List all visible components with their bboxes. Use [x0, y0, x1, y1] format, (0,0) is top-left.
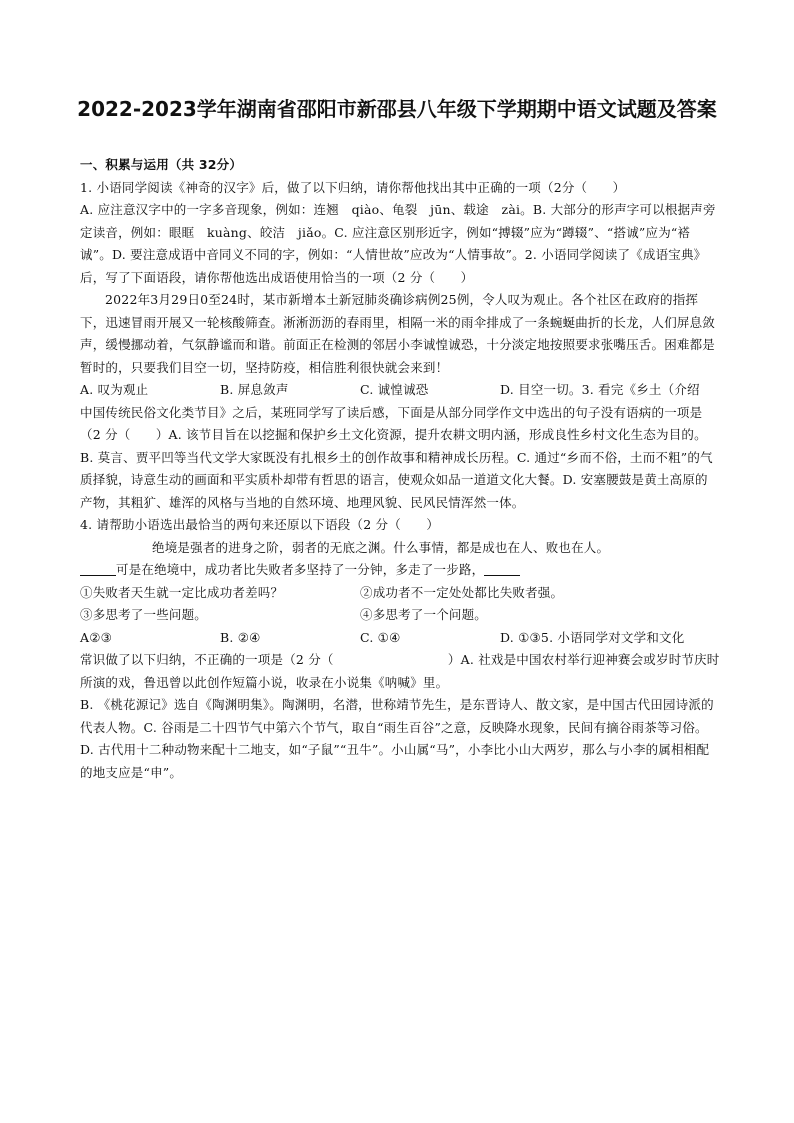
- option-a: A. 叹为观止: [80, 382, 149, 397]
- section-heading: 一、积累与运用（共 32分）: [80, 157, 243, 172]
- question-4-quote: 绝境是强者的进身之阶，弱者的无底之渊。什么事情，都是成也在人、败也在人。: [152, 539, 610, 555]
- option-d: D. 目空一切。3. 看完《乡土（介绍: [500, 382, 700, 397]
- question-4-options: [80, 627, 720, 650]
- question-5-option-d: D. 古代用十二种动物来配十二地支，如“子鼠”“丑牛”。小山属“马”，小李比小山大两岁，那么与小李的属相相配的地支应是“申”。: [80, 742, 710, 780]
- choice-1: ①失败者天生就一定比成功者差吗？: [80, 584, 284, 600]
- option-c: C. 诚惶诚恐: [360, 382, 429, 397]
- question-4-choices: [80, 604, 720, 627]
- question-2-options: [80, 379, 720, 402]
- option-b: B. 屏息敛声: [220, 382, 289, 397]
- option-a: A②③: [80, 629, 113, 645]
- question-3-text: 中国传统民俗文化类节目》之后，某班同学写了读后感，下面是从部分同学作文中选出的句子没有语病的一项是（2 分（ ）A. 该节目旨在以挖掘和保护乡土文化资源，提升农耕文明内涵，形成良性乡村文化生态为目的。B. 莫言、贾平凹等当代文学大家既没有扎根乡土的创作故事和精神成长历程。C. 通过“乡而不俗，土而不粗”的气质择貌，诗意生动的画面和平实质朴却带有哲思的语言，使观众如品一道道文化大餐。D. 安塞腰鼓是黄土高原的产物，其粗犷、雄浑的风格与当地的自然环境、地理风貌、民风民情浑然一体。: [80, 404, 713, 510]
- option-c: C. ①④: [360, 629, 401, 645]
- question-2-passage: 2022年3月29日0至24时，某市新增本土新冠肺炎确诊病例25例，令人叹为观止。各个社区在政府的指挥下，迅速冒雨开展又一轮核酸筛查。淅淅沥沥的春雨里，相隔一米的雨伞排成了一条蜿蜒曲折的长龙，人们屏息敛声，缓慢挪动着，气氛静谧而和谐。前面正在检测的邻居小李诚惶诚恐，十分淡定地按照要求张嘴压舌。困难都是暂时的，只要我们目空一切，坚持防疫，相信胜利很快就会来到！: [80, 292, 716, 375]
- question-1-stem: 1. 小语同学阅读《神奇的汉字》后，做了以下归纳，请你帮他找出其中正确的一项（2分（ ）: [80, 179, 626, 195]
- choice-4: ④多思考了一个问题。: [360, 607, 488, 622]
- answer-blank: [80, 561, 116, 576]
- choice-2: ②成功者不一定处处都比失败者强。: [360, 584, 564, 600]
- question-4-stem: 4. 请帮助小语选出最恰当的两句来还原以下语段（2 分（ ）: [80, 517, 440, 532]
- option-b: B. ②④: [220, 629, 261, 645]
- question-4-choices: [80, 582, 720, 605]
- exam-content: [80, 154, 720, 784]
- question-5-option-b: B. 《桃花源记》选自《陶渊明集》。陶渊明，名潜，世称靖节先生，是东晋诗人、散文家，是中国古代田园诗派的代表人物。C. 谷雨是二十四节气中第六个节气，取自“雨生百谷”之意，反映降水现象，民间有摘谷雨茶等习俗。: [80, 697, 714, 735]
- question-5-text: 常识做了以下归纳，不正确的一项是（2 分（ ）A. 社戏是中国农村举行迎神赛会或岁时节庆时所演的戏，鲁迅曾以此创作短篇小说，收录在小说集《呐喊》里。: [80, 652, 720, 690]
- choice-3: ③多思考了一些问题。: [80, 607, 208, 622]
- page-title: 2022-2023学年湖南省邵阳市新邵县八年级下学期期中语文试题及答案: [77, 97, 717, 121]
- question-1-options: A. 应注意汉字中的一字多音现象，例如：连翘 qiào、龟裂 jūn、载途 zài。B. 大部分的形声字可以根据声旁定读音，例如：眼眶 kuàng、皎洁 jiǎo。C. 应注意区别形近字，例如“搏辍”应为“蹲辍”、“搭诚”应为“褡诚”。D. 要注意成语中音同义不同的字，例如：“人情世故”应改为“人情事故”。2. 小语同学阅读了《成语宝典》后，写了下面语段，请你帮他选出成语使用恰当的一项（2 分（ ）: [80, 202, 716, 285]
- answer-blank: [484, 561, 520, 576]
- option-d: D. ①③5. 小语同学对文学和文化: [500, 629, 685, 645]
- question-4-blank-sentence: 可是在绝境中，成功者比失败者多坚持了一分钟，多走了一步路，: [80, 559, 720, 582]
